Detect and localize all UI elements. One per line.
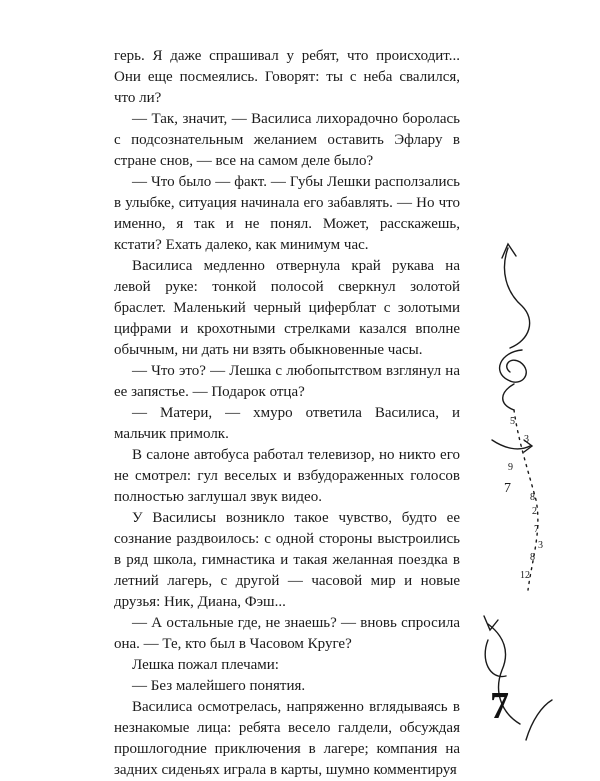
clock-digit: 7 — [504, 481, 511, 496]
upper-swirl — [503, 384, 514, 410]
clock-digit: 8 — [530, 492, 535, 503]
body-text — [114, 46, 460, 781]
paragraph: — Так, значит, — Василиса лихорадочно боролась с подсознательным желанием оставить Эфлару в стране снов, — все на самом деле было? — [114, 111, 460, 169]
clock-digit: 3 — [524, 434, 529, 445]
paragraph: В салоне автобуса работал телевизор, но никто его не смотрел: гул веселых и взбудораженных голосов полностью заглушал звук видео. — [114, 447, 460, 505]
paragraph: Василиса осмотрелась, напряженно вглядываясь в незнакомые лица: ребята весело галдели, обсуждая прошлогодние приключения в лагере; компания на задних сиденьях играла в карты, шумно комментируя — [114, 699, 460, 778]
page-number: 7 — [490, 685, 509, 727]
paragraph: — Что было — факт. — Губы Лешки расползались в улыбке, ситуация начинала его забавлять. — Но что именно, я так и не понял. Может, расскажешь, кстати? Ехать далеко, как минимум час. — [114, 174, 460, 253]
lower-arrow-head — [484, 616, 498, 630]
paragraph: — А остальные где, не знаешь? — вновь спросила она. — Те, кто был в Часовом Круге? — [114, 615, 460, 652]
paragraph: — Что это? — Лешка с любопытством взглянул на ее запястье. — Подарок отца? — [114, 363, 460, 400]
paragraph: Лешка пожал плечами: — [132, 657, 279, 673]
clock-digit: 7 — [534, 524, 539, 535]
clock-digit: 2 — [532, 506, 537, 517]
clock-digit: 9 — [508, 462, 513, 473]
paragraph: — Без малейшего понятия. — [132, 678, 306, 694]
clock-digit: 5 — [510, 416, 515, 427]
clock-digit: 12 — [520, 570, 530, 581]
upper-arrow-head — [502, 244, 516, 258]
paragraph: герь. Я даже спрашивал у ребят, что происходит... Они еще посмеялись. Говорят: ты с неба свалился, что ли? — [114, 48, 460, 106]
upper-arrow-stem — [504, 248, 529, 348]
lower-hand — [526, 700, 552, 740]
paragraph: — Матери, — хмуро ответила Василиса, и мальчик примолк. — [114, 405, 460, 442]
paragraph: Василиса медленно отвернула край рукава на левой руке: тонкой полосой сверкнул золотой браслет. Маленький черный циферблат с золотыми цифрами и крохотными стрелками казался вполне обычным, ни дать ни взять обыкновенные часы. — [114, 258, 460, 358]
paragraph: У Василисы возникло такое чувство, будто ее сознание раздвоилось: с одной стороны выстроились в ряд школа, гимнастика и такая желанная поездка в летний лагерь, с другой — часовой мир и новые друзья: Ник, Диана, Фэш... — [114, 510, 460, 610]
clock-hand-ornament — [470, 0, 600, 750]
clock-digit: 3 — [538, 540, 543, 551]
lower-curl — [485, 640, 506, 677]
upper-curl — [500, 350, 527, 382]
clock-digit: 8 — [530, 552, 535, 563]
